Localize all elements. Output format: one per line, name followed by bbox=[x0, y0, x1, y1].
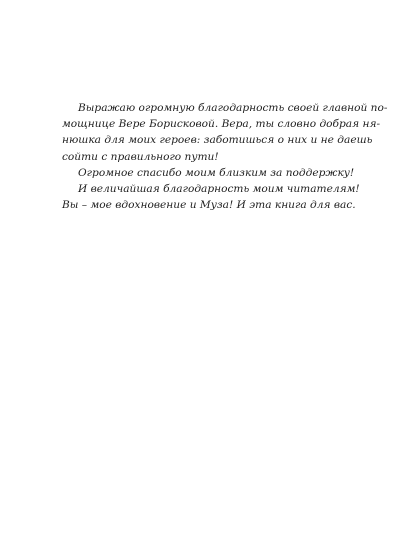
paragraph-3-line-2: Вы – мое вдохновение и Муза! И эта книга для вас. bbox=[62, 199, 356, 212]
paragraph-1-line-4: сойти с правильного пути! bbox=[62, 150, 219, 163]
paragraph-1-line-1: Выражаю огромную благодарность своей главной по- bbox=[78, 102, 388, 114]
paragraph-1-line-2: мощнице Вере Борисковой. Вера, ты словно добрая ня- bbox=[62, 118, 381, 131]
paragraph-2-line-1: Огромное спасибо моим близким за поддержку! bbox=[78, 166, 355, 179]
acknowledgments-text bbox=[62, 100, 388, 213]
paragraph-3-line-1: И величайшая благодарность моим читателям! bbox=[78, 183, 360, 196]
paragraph-1-line-3: нюшка для моих героев: заботишься о них и не даешь bbox=[62, 134, 373, 147]
